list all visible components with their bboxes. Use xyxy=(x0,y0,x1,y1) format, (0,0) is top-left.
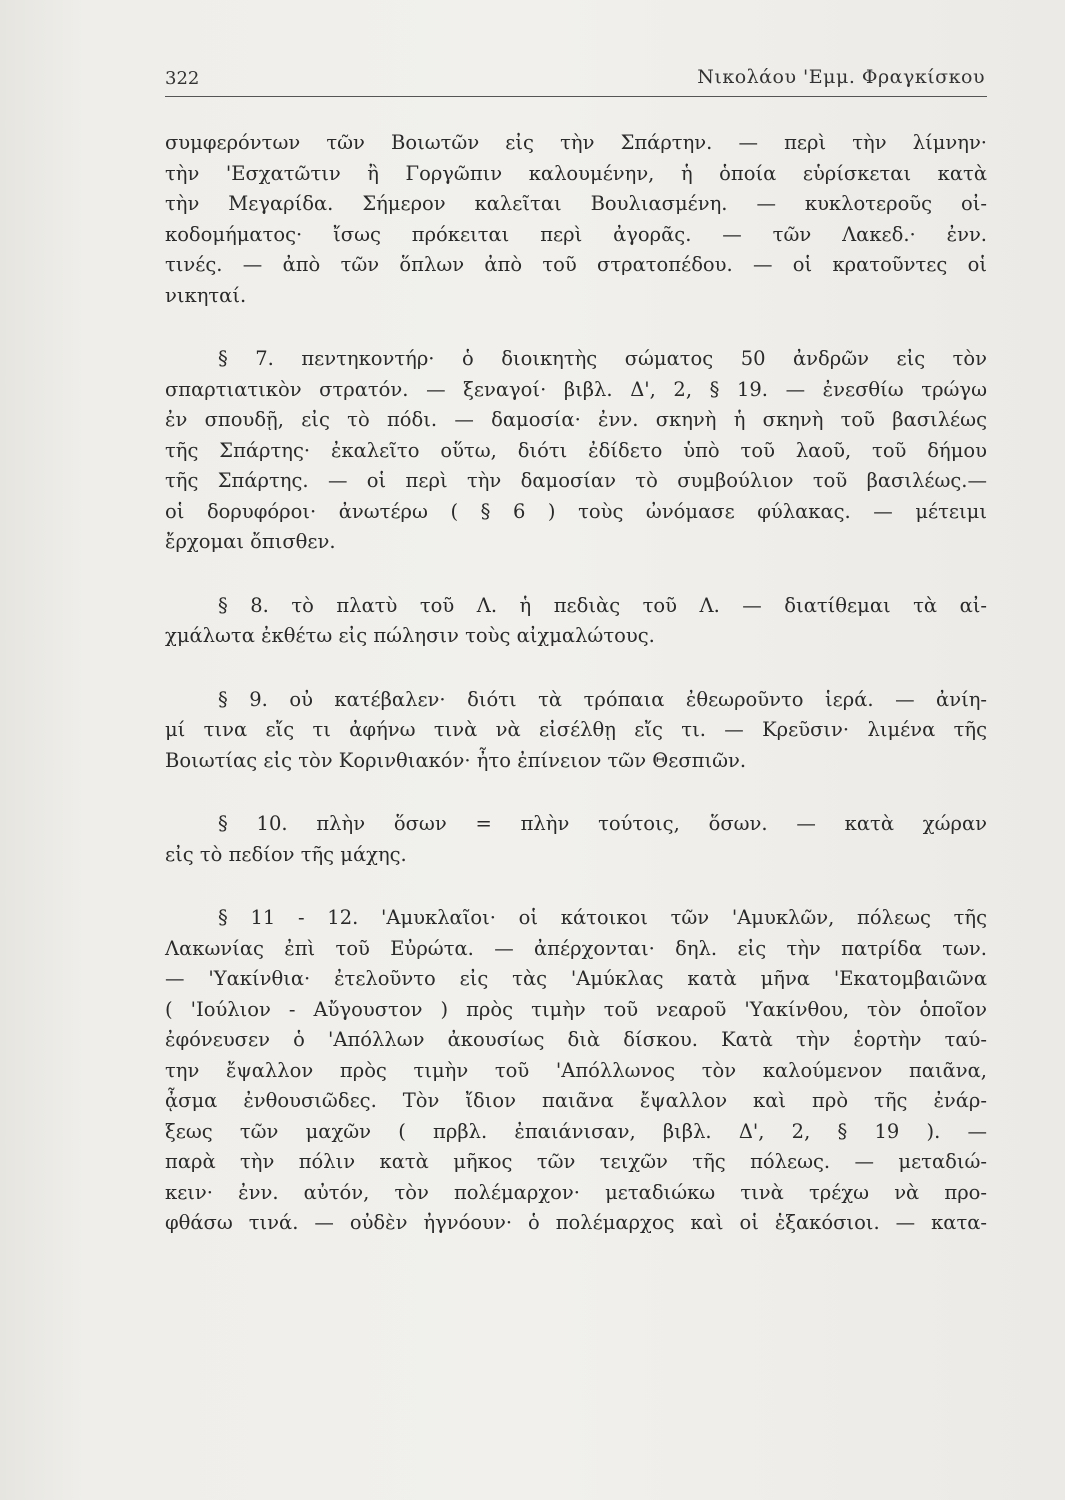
paragraph-10 xyxy=(165,809,987,870)
text-line: συμφερόντων τῶν Βοιωτῶν εἰς τὴν Σπάρτην. — περὶ τὴν λίμνην· xyxy=(165,131,987,154)
text-line: κοδομήματος· ἴσως πρόκειται περὶ ἀγορᾶς. — τῶν Λακεδ.· ἐνν. xyxy=(165,222,987,246)
text-line: ἐν σπουδῇ, εἰς τὸ πόδι. — δαμοσία· ἐνν. σκηνὴ ἡ σκηνὴ τοῦ βασιλέως xyxy=(165,408,987,431)
page-header xyxy=(165,60,987,97)
text-line: τινές. — ἀπὸ τῶν ὅπλων ἀπὸ τοῦ στρατοπέδου. — οἱ κρατοῦντες οἱ xyxy=(165,253,987,276)
paragraph-11-12 xyxy=(165,903,987,1239)
text-line: § 8. τὸ πλατὺ τοῦ Λ. ἡ πεδιὰς τοῦ Λ. — διατίθεμαι τὰ αἰ- xyxy=(218,593,987,617)
text-line: Βοιωτίας εἰς τὸν Κορινθιακόν· ἦτο ἐπίνειον τῶν Θεσπιῶν. xyxy=(165,748,747,772)
text-line: τὴν 'Εσχατῶτιν ἢ Γοργῶπιν καλουμένην, ἡ ὁποία εὑρίσκεται κατὰ xyxy=(165,161,987,185)
paragraph-7 xyxy=(165,344,987,558)
page-body xyxy=(165,128,987,1239)
text-line: χμάλωτα ἐκθέτω εἰς πώλησιν τοὺς αἰχμαλώτους. xyxy=(165,624,655,647)
paragraph-9 xyxy=(165,685,987,777)
text-line: § 11 - 12. 'Αμυκλαῖοι· οἱ κάτοικοι τῶν 'Αμυκλῶν, πόλεως τῆς xyxy=(218,906,987,929)
text-line: § 10. πλὴν ὅσων = πλὴν τούτοις, ὅσων. — κατὰ χώραν xyxy=(218,812,987,835)
text-line: κειν· ἐνν. αὐτόν, τὸν πολέμαρχον· μεταδιώκω τινὰ τρέχω νὰ προ- xyxy=(165,1180,987,1204)
text-line: νικηταί. xyxy=(165,283,247,307)
text-line: τὴν Μεγαρίδα. Σήμερον καλεῖται Βουλιασμένη. — κυκλοτεροῦς οἰ- xyxy=(165,192,987,215)
text-line: παρὰ τὴν πόλιν κατὰ μῆκος τῶν τειχῶν τῆς πόλεως. — μεταδιώ- xyxy=(165,1150,987,1173)
text-line: — 'Υακίνθια· ἐτελοῦντο εἰς τὰς 'Αμύκλας κατὰ μῆνα 'Εκατομβαιῶνα xyxy=(165,967,987,990)
text-line: τῆς Σπάρτης· ἐκαλεῖτο οὕτω, διότι ἐδίδετο ὑπὸ τοῦ λαοῦ, τοῦ δήμου xyxy=(165,438,987,462)
text-line: § 7. πεντηκοντήρ· ὁ διοικητὴς σώματος 50 ἀνδρῶν εἰς τὸν xyxy=(218,347,987,370)
text-line: σπαρτιατικὸν στρατόν. — ξεναγοί· βιβλ. Δ', 2, § 19. — ἐνεσθίω τρώγω xyxy=(165,377,987,401)
text-line: Λακωνίας ἐπὶ τοῦ Εὐρώτα. — ἀπέρχονται· δηλ. εἰς τὴν πατρίδα των. xyxy=(165,936,987,960)
text-line: ἔρχομαι ὄπισθεν. xyxy=(165,530,336,553)
running-title: Νικολάου 'Εμμ. Φραγκίσκου xyxy=(697,66,985,88)
text-line: τῆς Σπάρτης. — οἱ περὶ τὴν δαμοσίαν τὸ συμβούλιον τοῦ βασιλέως.— xyxy=(165,469,987,492)
paragraph-1 xyxy=(165,128,987,311)
text-line: ἐφόνευσεν ὁ 'Απόλλων ἀκουσίως διὰ δίσκου. Κατὰ τὴν ἑορτὴν ταύ- xyxy=(165,1028,987,1051)
text-line: ( 'Ιούλιον - Αὔγουστον ) πρὸς τιμὴν τοῦ νεαροῦ 'Υακίνθου, τὸν ὁποῖον xyxy=(165,997,987,1021)
text-line: φθάσω τινά. — οὐδὲν ἠγνόουν· ὁ πολέμαρχος καὶ οἱ ἑξακόσιοι. — κατα- xyxy=(165,1211,987,1234)
text-line: οἱ δορυφόροι· ἀνωτέρω ( § 6 ) τοὺς ὠνόμασε φύλακας. — μέτειμι xyxy=(165,499,987,523)
text-line: εἰς τὸ πεδίον τῆς μάχης. xyxy=(165,842,407,866)
text-line: ᾆσμα ἐνθουσιῶδες. Τὸν ἴδιον παιᾶνα ἔψαλλον καὶ πρὸ τῆς ἐνάρ- xyxy=(165,1089,987,1112)
text-line: ξεως τῶν μαχῶν ( πρβλ. ἐπαιάνισαν, βιβλ. Δ', 2, § 19 ). — xyxy=(165,1119,987,1143)
paragraph-8 xyxy=(165,591,987,652)
text-line: την ἔψαλλον πρὸς τιμὴν τοῦ 'Απόλλωνος τὸν καλούμενον παιᾶνα, xyxy=(165,1058,987,1082)
page-number: 322 xyxy=(165,68,200,89)
text-line: μί τινα εἴς τι ἀφήνω τινὰ νὰ εἰσέλθῃ εἴς τι. — Κρεῦσιν· λιμένα τῆς xyxy=(165,718,987,741)
text-line: § 9. οὐ κατέβαλεν· διότι τὰ τρόπαια ἐθεωροῦντο ἱερά. — ἀνίη- xyxy=(218,687,987,711)
